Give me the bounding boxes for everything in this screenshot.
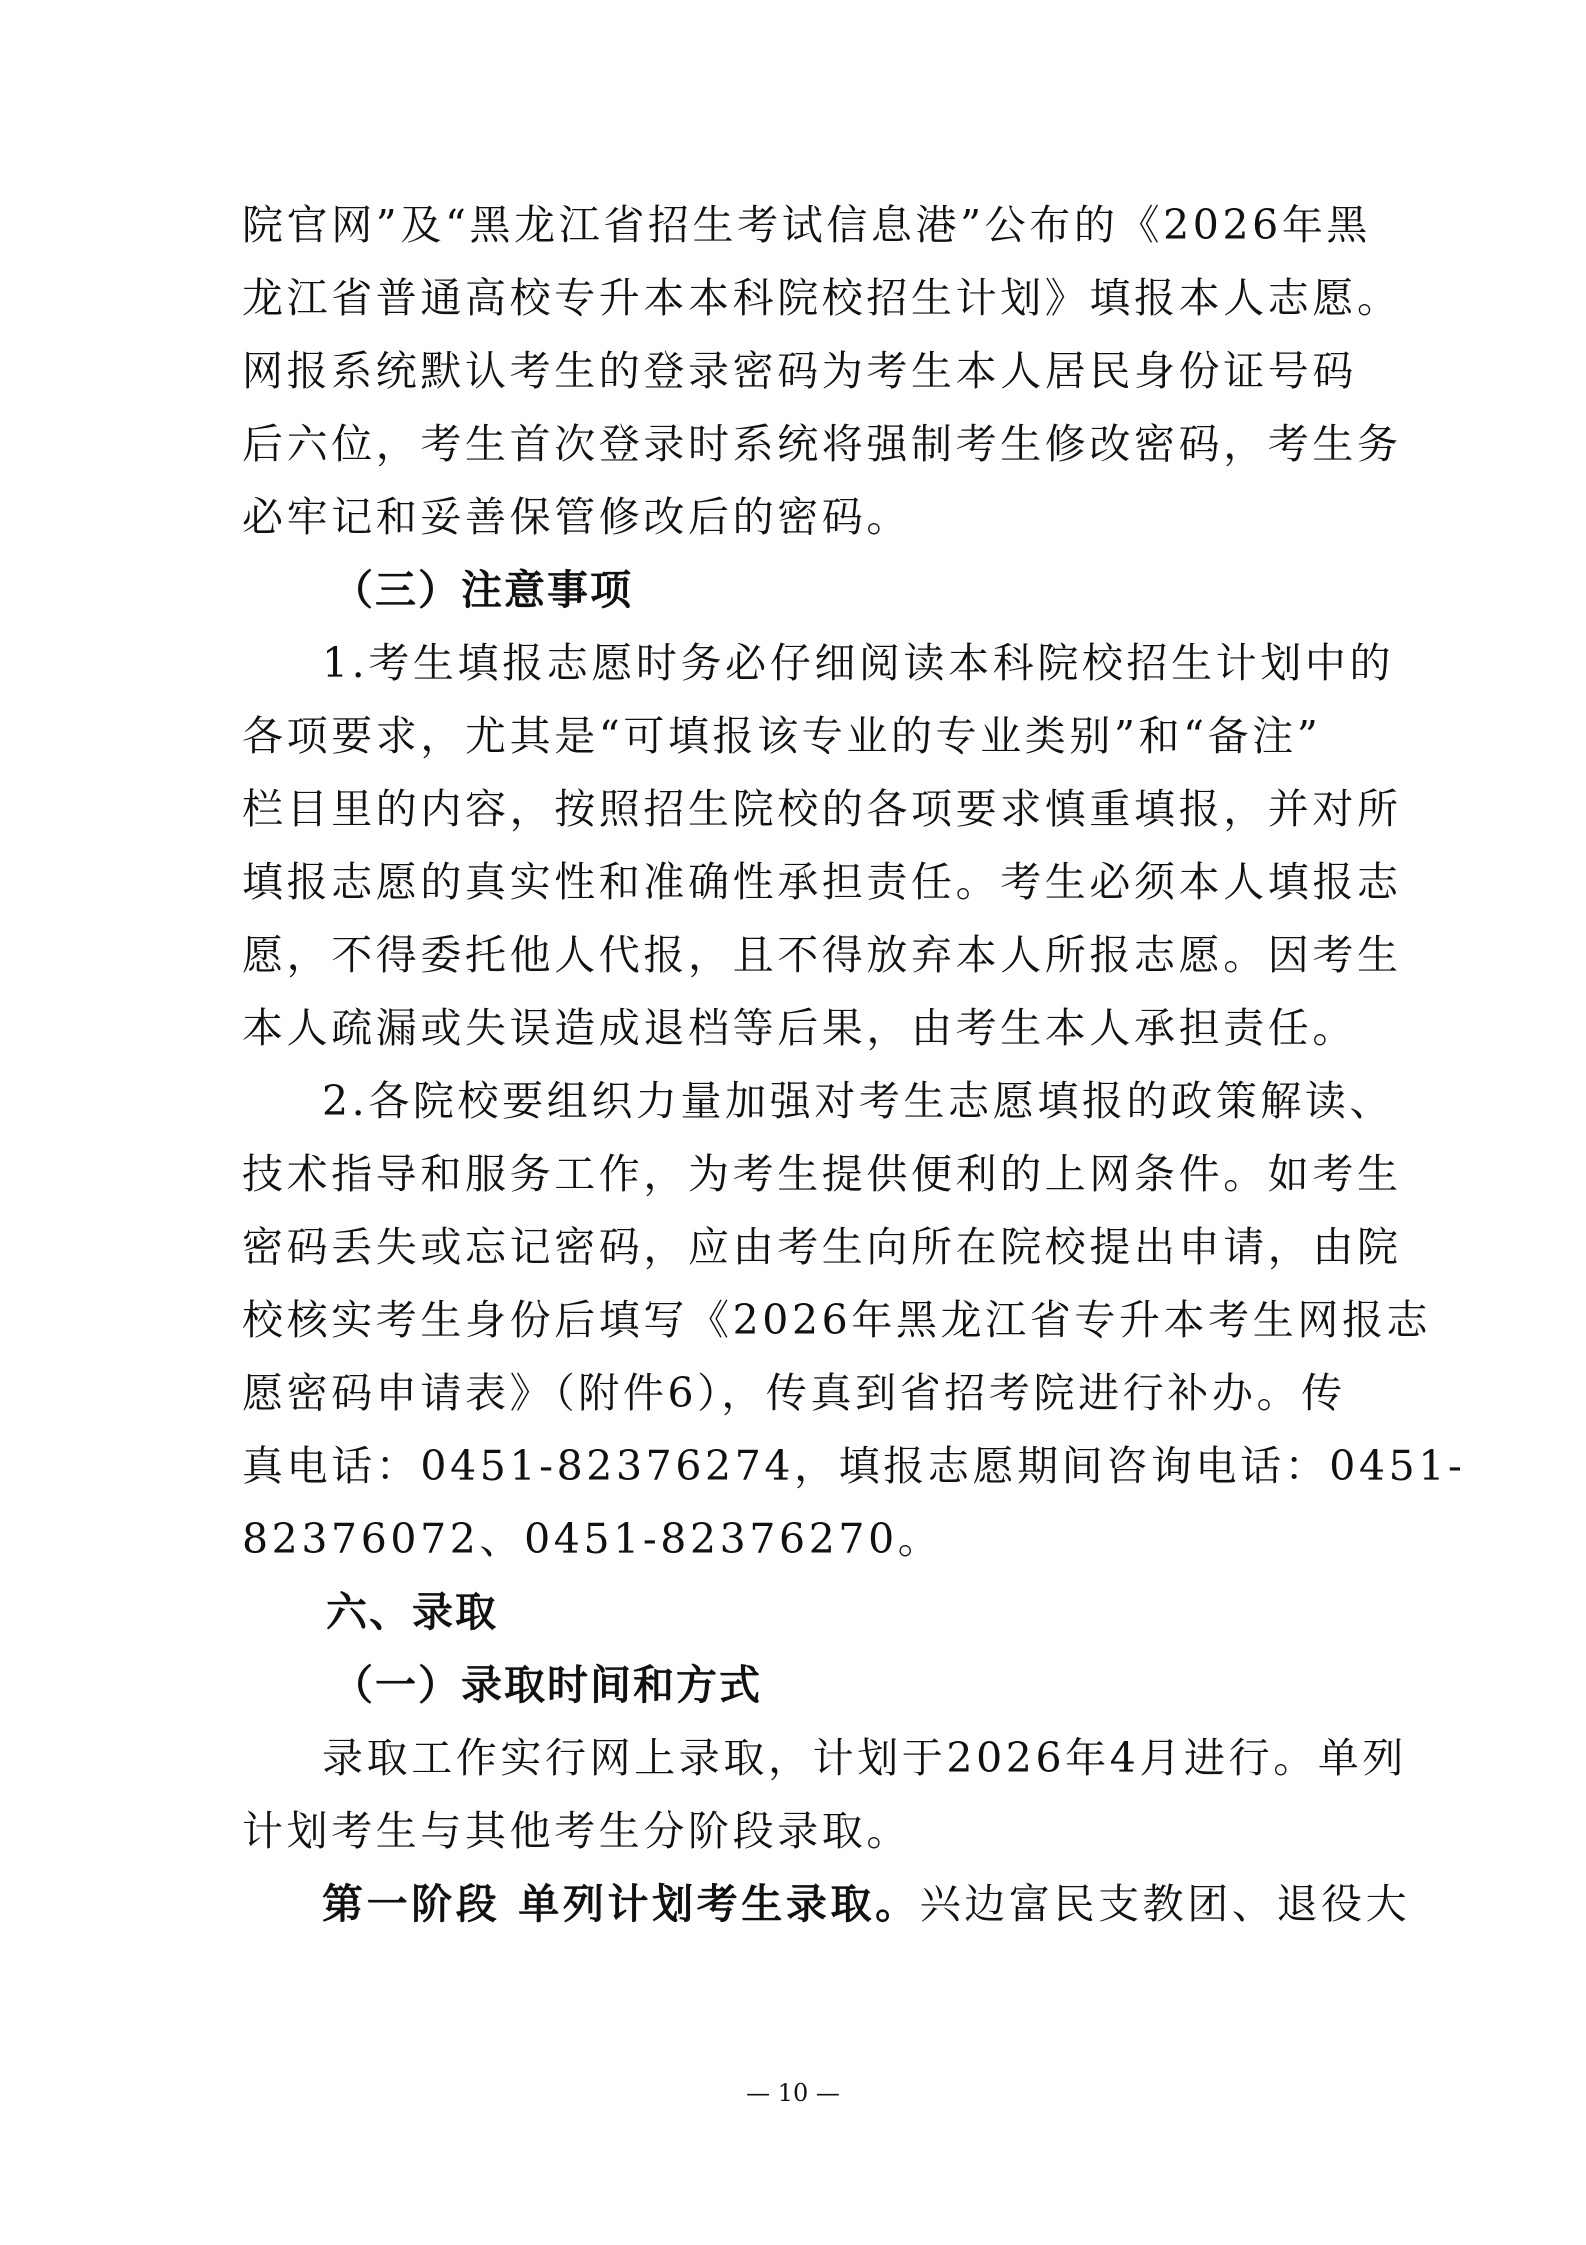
paragraph-line: 计划考生与其他考生分阶段录取。: [242, 1807, 911, 1855]
list-item-1-line: 各项要求，尤其是“可填报该专业的专业类别”和“备注”: [242, 712, 1322, 760]
list-item-2-line: 校核实考生身份后填写《2026年黑龙江省专升本考生网报志: [242, 1296, 1432, 1344]
paragraph-line: 网报系统默认考生的登录密码为考生本人居民身份证号码: [242, 347, 1357, 395]
list-item-2-line: 技术指导和服务工作，为考生提供便利的上网条件。如考生: [242, 1150, 1402, 1198]
paragraph-line: 录取工作实行网上录取，计划于2026年4月进行。单列: [322, 1734, 1408, 1782]
list-item-2-line: 2.各院校要组织力量加强对考生志愿填报的政策解读、: [322, 1077, 1395, 1125]
list-item-2-line: 愿密码申请表》（附件6），传真到省招考院进行补办。传: [242, 1369, 1346, 1417]
list-item-1-line: 1.考生填报志愿时务必仔细阅读本科院校招生计划中的: [322, 639, 1395, 687]
section-heading-notes: （三）注意事项: [332, 566, 633, 614]
list-item-1-line: 本人疏漏或失误造成退档等后果，由考生本人承担责任。: [242, 1004, 1357, 1052]
list-item-2-line: 真电话：0451-82376274，填报志愿期间咨询电话：0451-: [242, 1442, 1466, 1490]
list-item-1-line: 愿，不得委托他人代报，且不得放弃本人所报志愿。因考生: [242, 931, 1402, 979]
stage-one-text: 兴边富民支教团、退役大: [919, 1880, 1411, 1928]
stage-one-line: [322, 1867, 1410, 1941]
list-item-2-line: 82376072、0451-82376270。: [242, 1515, 943, 1563]
paragraph-line: 必牢记和妥善保管修改后的密码。: [242, 493, 911, 541]
stage-one-title: 第一阶段 单列计划考生录取。: [322, 1880, 920, 1928]
page-number: — 10 —: [746, 2079, 840, 2107]
section-heading-admission: 六、录取: [326, 1588, 498, 1636]
paragraph-line: 后六位，考生首次登录时系统将强制考生修改密码，考生务: [242, 420, 1402, 468]
paragraph-line: 龙江省普通高校专升本本科院校招生计划》填报本人志愿。: [242, 274, 1402, 322]
list-item-2-line: 密码丢失或忘记密码，应由考生向所在院校提出申请，由院: [242, 1223, 1402, 1271]
list-item-1-line: 栏目里的内容，按照招生院校的各项要求慎重填报，并对所: [242, 785, 1402, 833]
paragraph-line: 院官网”及“黑龙江省招生考试信息港”公布的《2026年黑: [242, 201, 1372, 249]
list-item-1-line: 填报志愿的真实性和准确性承担责任。考生必须本人填报志: [242, 858, 1402, 906]
subsection-heading-time-method: （一）录取时间和方式: [332, 1661, 762, 1709]
